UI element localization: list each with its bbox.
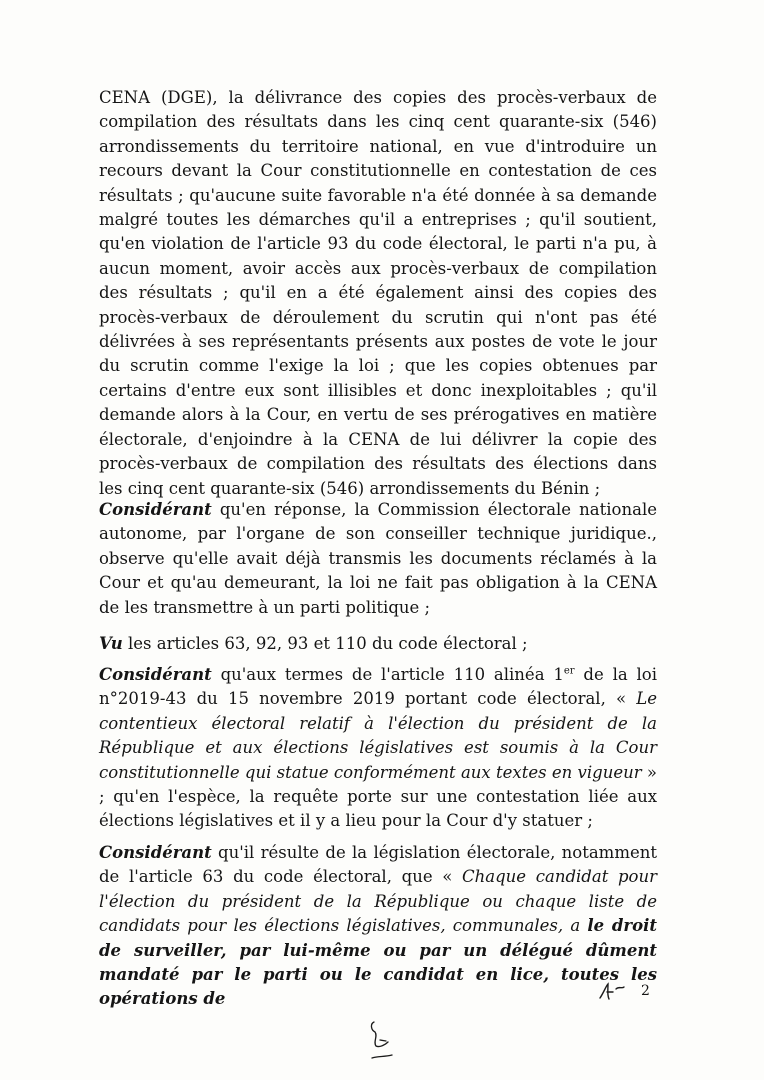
keyword-considerant: Considérant: [99, 500, 212, 519]
paragraph-5-quote: Chaque candidat pour l'élection du président de la République ou chaque liste de candidats pour les élections législatives, communales, a: [99, 867, 658, 936]
keyword-considerant: Considérant: [99, 843, 212, 862]
paragraph-4-text-b: de la loi n°2019-43 du 15 novembre 2019 portant code électoral, «: [99, 665, 657, 709]
paragraph-4-quote: Le contentieux électoral relatif à l'élection du président de la République et aux élections législatives est soumis à la Cour constitutionnelle qui statue conformément aux textes en vigueur: [99, 689, 657, 782]
paragraph-4: [99, 663, 657, 834]
signature-icon: [364, 1018, 404, 1064]
paragraph-5-quote-bold: le droit de surveiller, par lui-même ou par un délégué dûment mandaté par le parti ou le candidat en lice, toutes les opérations de: [99, 916, 657, 1009]
paragraph-4-text-a: qu'aux termes de l'article 110 alinéa 1: [211, 665, 564, 684]
handwritten-initials-icon: [596, 980, 626, 1004]
paragraph-1: [99, 86, 657, 501]
paragraph-2-text: qu'en réponse, la Commission électorale nationale autonome, par l'organe de son conseiller technique juridique., observe qu'elle avait déjà transmis les documents réclamés à la Cour et qu'au demeurant, la loi ne fait pas obligation à la CENA de les transmettre à un parti politique ;: [99, 500, 657, 617]
paragraph-3: [99, 632, 657, 656]
paragraph-3-text: les articles 63, 92, 93 et 110 du code électoral ;: [122, 634, 528, 653]
paragraph-1-text: CENA (DGE), la délivrance des copies des procès-verbaux de compilation des résultats dans les cinq cent quarante-six (546) arrondissements du territoire national, en vue d'introduire un recours devant la Cour constitutionnelle en contestation de ces résultats ; qu'aucune suite favorable n'a été donnée à sa demande malgré toutes les démarches qu'il a entreprises ; qu'il soutient, qu'en violation de l'article 93 du code électoral, le parti n'a pu, à aucun moment, avoir accès aux procès-verbaux de compilation des résultats ; qu'il en a été également ainsi des copies des procès-verbaux de déroulement du scrutin qui n'ont pas été délivrées à ses représentants présents aux postes de vote le jour du scrutin comme l'exige la loi ; que les copies obtenues par certains d'entre eux sont illisibles et donc inexploitables ; qu'il demande alors à la Cour, en vertu de ses prérogatives en matière électorale, d'enjoindre à la CENA de lui délivrer la copie des procès-verbaux de compilation des résultats des élections dans les cinq cent quarante-six (546) arrondissements du Bénin ;: [99, 88, 657, 498]
paragraph-5: [99, 841, 657, 1012]
keyword-vu: Vu: [99, 634, 123, 653]
keyword-considerant: Considérant: [99, 665, 212, 684]
paragraph-2: [99, 498, 657, 620]
page-number: 2: [641, 983, 650, 999]
superscript-er: er: [563, 665, 575, 677]
paragraph-4-text-c: » ; qu'en l'espèce, la requête porte sur une contestation liée aux élections législatives et il y a lieu pour la Cour d'y statuer ;: [99, 762, 657, 831]
paragraph-5-text-a: qu'il résulte de la législation électorale, notamment de l'article 63 du code électoral, que «: [99, 843, 657, 887]
